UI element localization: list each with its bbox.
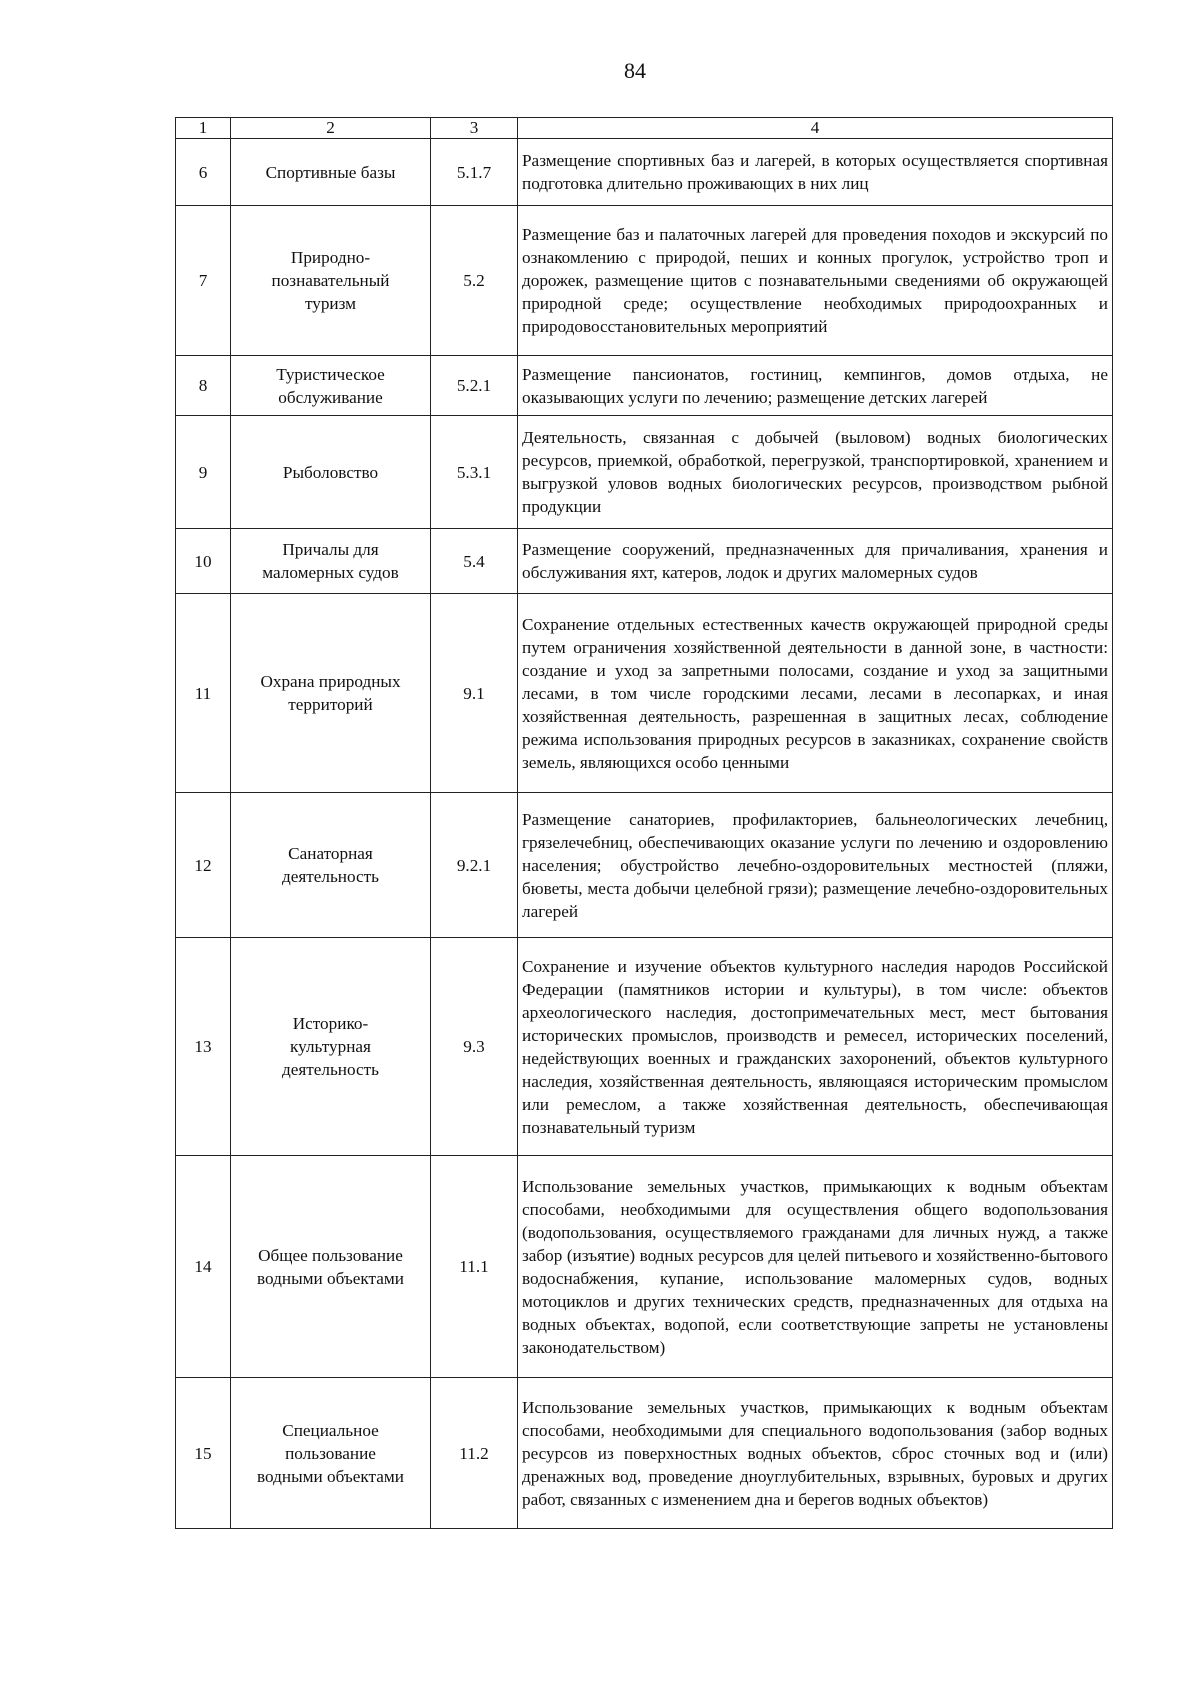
row-number: 11 (176, 594, 231, 793)
row-code: 11.2 (431, 1378, 518, 1529)
row-description: Деятельность, связанная с добычей (выловом) водных биологических ресурсов, приемкой, обработкой, перегрузкой, транспортировкой, хранением и выгрузкой уловов водных биологических ресурсов, производством рыбной продукции (518, 416, 1113, 529)
row-name: Спортивные базы (231, 139, 431, 206)
row-description: Размещение сооружений, предназначенных для причаливания, хранения и обслуживания яхт, катеров, лодок и других маломерных судов (518, 529, 1113, 594)
row-code: 9.1 (431, 594, 518, 793)
table-row (176, 416, 1113, 529)
table-row (176, 139, 1113, 206)
table-row (176, 793, 1113, 938)
table-row (176, 529, 1113, 594)
header-cell: 1 (176, 118, 231, 139)
row-name: Рыболовство (231, 416, 431, 529)
row-number: 15 (176, 1378, 231, 1529)
row-description: Сохранение и изучение объектов культурного наследия народов Российской Федерации (памятников истории и культуры), в том числе: объектов археологического наследия, достопримечательных мест, мест бытования исторических промыслов, производств и ремесел, исторических поселений, недействующих военных и гражданских захоронений, объектов культурного наследия, хозяйственная деятельность, являющаяся историческим промыслом или ремеслом, а также хозяйственная деятельность, обеспечивающая познавательный туризм (518, 938, 1113, 1156)
row-code: 5.2 (431, 206, 518, 356)
table-row (176, 1378, 1113, 1529)
row-name: Туристическое обслуживание (231, 356, 431, 416)
row-description: Использование земельных участков, примыкающих к водным объектам способами, необходимыми для специального водопользования (забор водных ресурсов из поверхностных водных объектов, сброс сточных вод и (или) дренажных вод, проведение дноуглубительных, взрывных, буровых и других работ, связанных с изменением дна и берегов водных объектов) (518, 1378, 1113, 1529)
row-name: Санаторная деятельность (231, 793, 431, 938)
row-description: Размещение санаториев, профилакториев, бальнеологических лечебниц, грязелечебниц, обеспечивающих оказание услуги по лечению и оздоровлению населения; обустройство лечебно-оздоровительных местностей (пляжи, бюветы, места добычи целебной грязи); размещение лечебно-оздоровительных лагерей (518, 793, 1113, 938)
row-number: 13 (176, 938, 231, 1156)
row-description: Размещение пансионатов, гостиниц, кемпингов, домов отдыха, не оказывающих услуги по лечению; размещение детских лагерей (518, 356, 1113, 416)
table-row (176, 206, 1113, 356)
row-number: 10 (176, 529, 231, 594)
row-code: 5.3.1 (431, 416, 518, 529)
row-name: Историко- культурная деятельность (231, 938, 431, 1156)
table-row (176, 1156, 1113, 1378)
table-row (176, 938, 1113, 1156)
row-number: 6 (176, 139, 231, 206)
header-cell: 4 (518, 118, 1113, 139)
row-code: 9.3 (431, 938, 518, 1156)
row-number: 12 (176, 793, 231, 938)
row-description: Использование земельных участков, примыкающих к водным объектам способами, необходимыми для осуществления общего водопользования (водопользования, осуществляемого гражданами для личных нужд, а также забор (изъятие) водных ресурсов для целей питьевого и хозяйственно-бытового водоснабжения, купание, использование маломерных судов, водных мотоциклов и других технических средств, предназначенных для отдыха на водных объектах, водопой, если соответствующие запреты не установлены законодательством) (518, 1156, 1113, 1378)
table-row (176, 594, 1113, 793)
row-code: 5.1.7 (431, 139, 518, 206)
row-code: 11.1 (431, 1156, 518, 1378)
row-number: 7 (176, 206, 231, 356)
row-description: Сохранение отдельных естественных качеств окружающей природной среды путем ограничения хозяйственной деятельности в данной зоне, в частности: создание и уход за запретными полосами, создание и уход за защитными лесами, в том числе городскими лесами, лесами в лесопарках, и иная хозяйственная деятельность, разрешенная в защитных лесах, соблюдение режима использования природных ресурсов в заказниках, сохранение свойств земель, являющихся особо ценными (518, 594, 1113, 793)
row-number: 14 (176, 1156, 231, 1378)
row-number: 9 (176, 416, 231, 529)
row-description: Размещение баз и палаточных лагерей для проведения походов и экскурсий по ознакомлению с природой, пеших и конных прогулок, устройство троп и дорожек, размещение щитов с познавательными сведениями об окружающей природной среде; осуществление необходимых природоохранных и природовосстановительных мероприятий (518, 206, 1113, 356)
row-description: Размещение спортивных баз и лагерей, в которых осуществляется спортивная подготовка длительно проживающих в них лиц (518, 139, 1113, 206)
table-row (176, 356, 1113, 416)
row-name: Природно- познавательный туризм (231, 206, 431, 356)
row-code: 5.2.1 (431, 356, 518, 416)
row-number: 8 (176, 356, 231, 416)
row-code: 5.4 (431, 529, 518, 594)
row-name: Причалы для маломерных судов (231, 529, 431, 594)
table-header-row (176, 118, 1113, 139)
header-cell: 2 (231, 118, 431, 139)
row-name: Специальное пользование водными объектами (231, 1378, 431, 1529)
land-use-table (175, 117, 1113, 1529)
row-code: 9.2.1 (431, 793, 518, 938)
row-name: Общее пользование водными объектами (231, 1156, 431, 1378)
row-name: Охрана природных территорий (231, 594, 431, 793)
header-cell: 3 (431, 118, 518, 139)
page-number: 84 (624, 58, 646, 83)
